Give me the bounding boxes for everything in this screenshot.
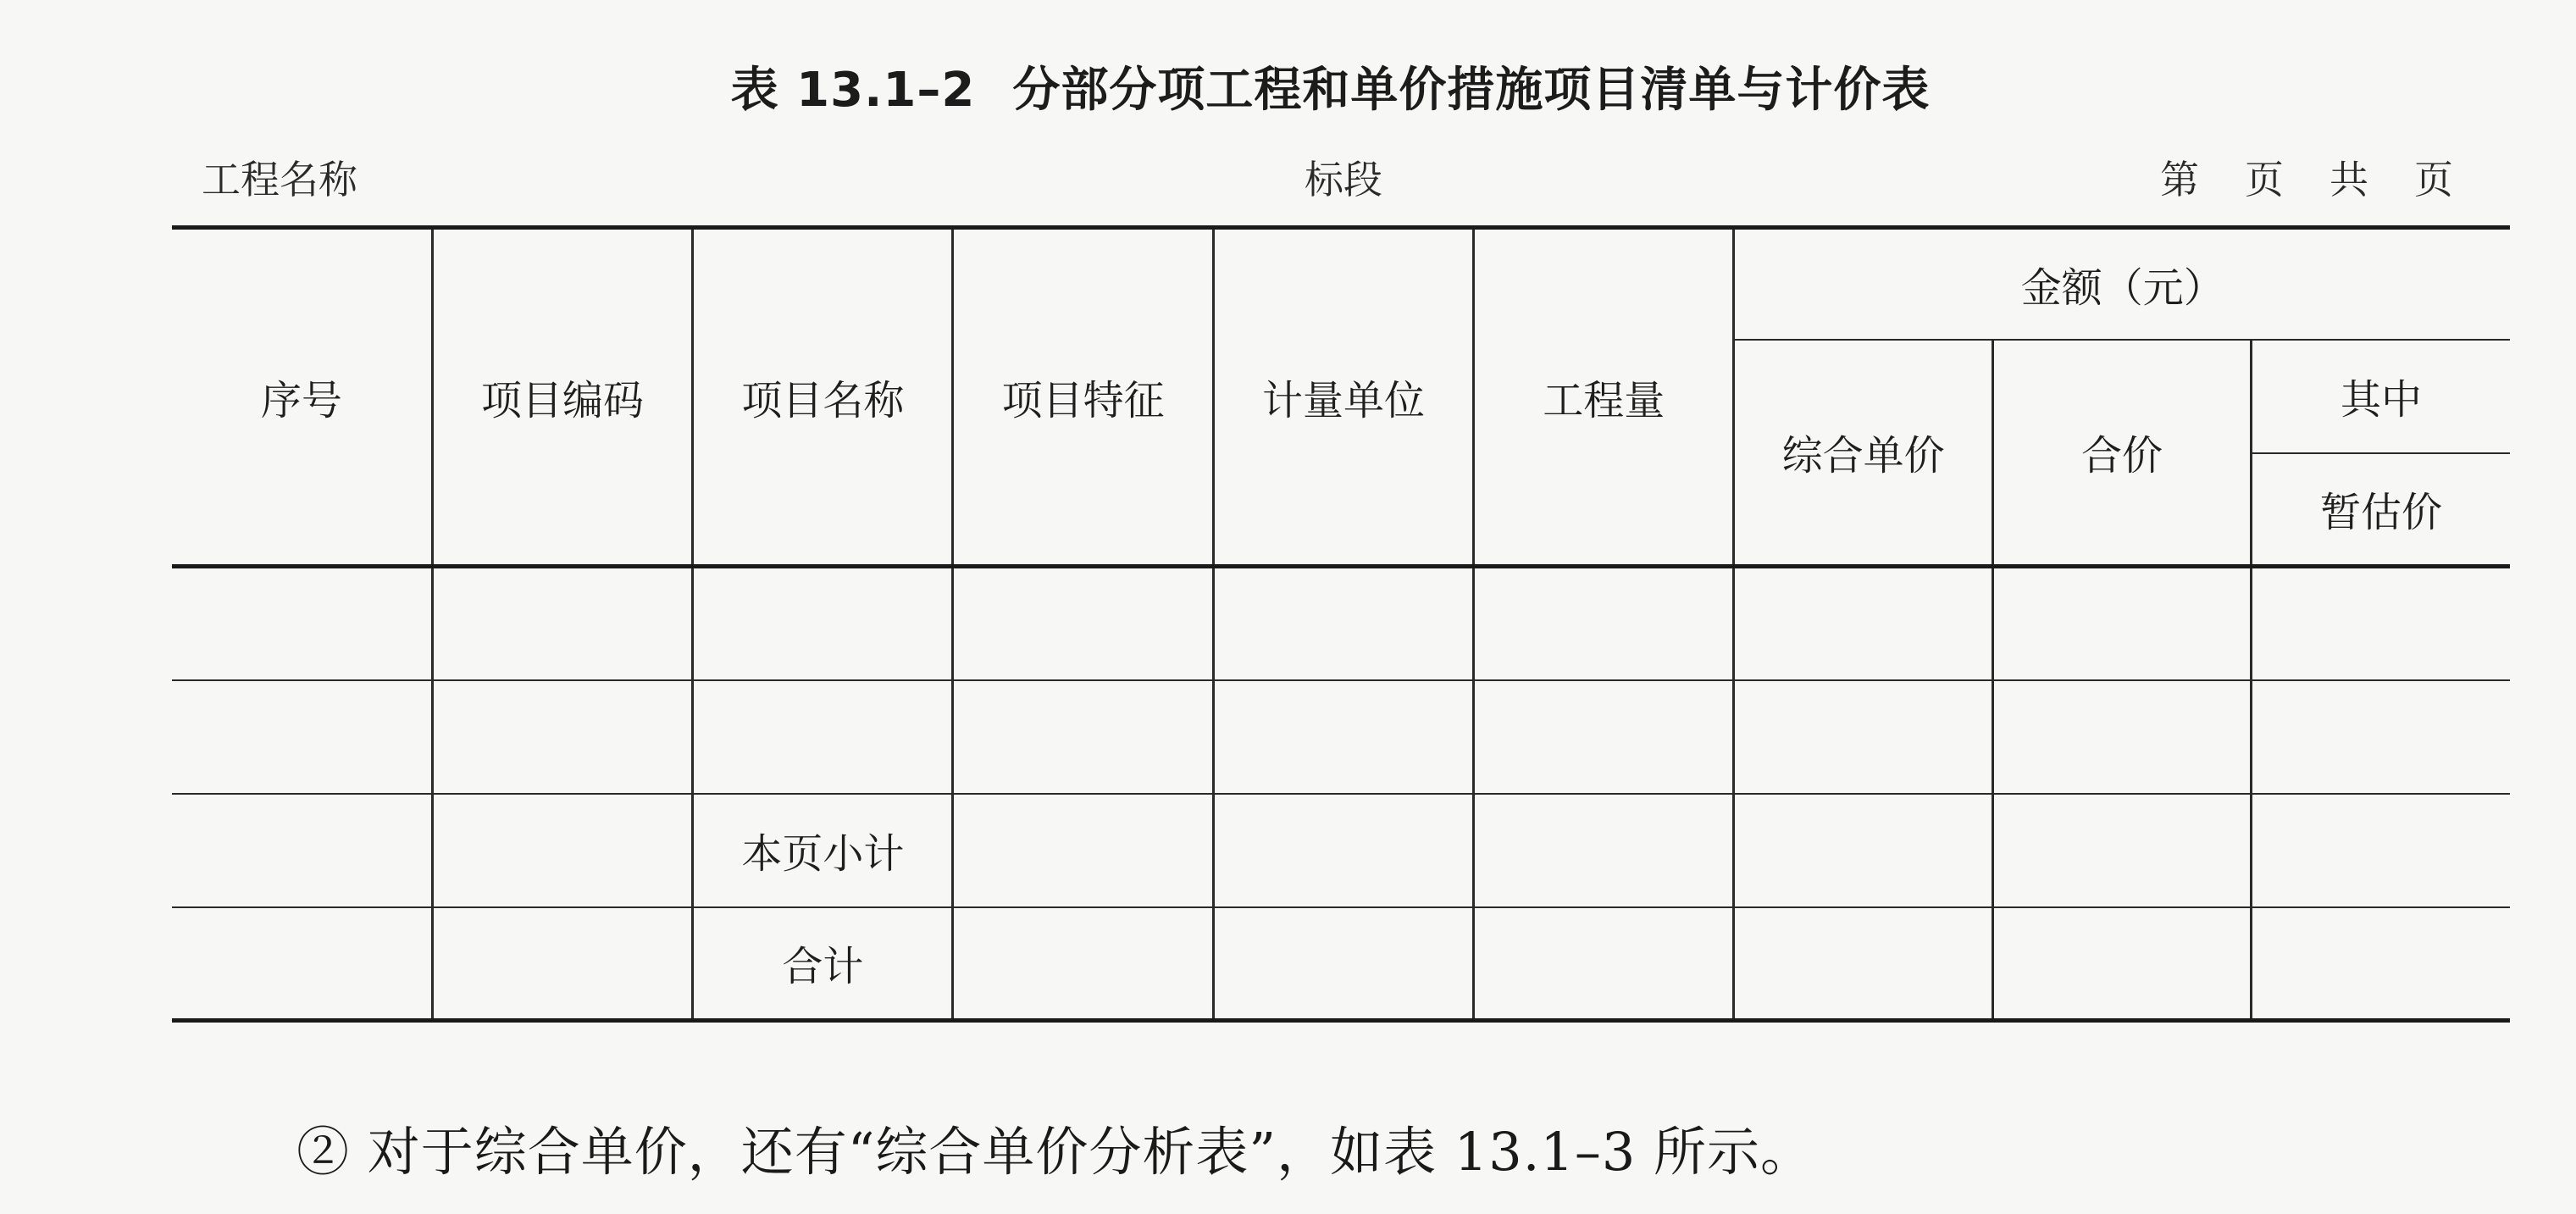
cell (172, 794, 432, 907)
header-unit: 计量单位 (1213, 228, 1473, 567)
cell (1213, 907, 1473, 1021)
cell (2252, 794, 2510, 907)
header-feature: 项目特征 (953, 228, 1213, 567)
table-row (172, 680, 2510, 794)
cell (953, 680, 1213, 794)
cell-name (693, 680, 953, 794)
header-unit-price: 综合单价 (1734, 340, 1992, 567)
table-title-text: 分部分项工程和单价措施项目清单与计价表 (1012, 63, 1931, 118)
cell (432, 794, 692, 907)
cell (1213, 794, 1473, 907)
header-provisional: 暂估价 (2252, 453, 2510, 567)
table-row (172, 567, 2510, 680)
cell (1474, 907, 1734, 1021)
project-name-label: 工程名称 (202, 157, 357, 202)
cell (1474, 680, 1734, 794)
cell (432, 680, 692, 794)
cell (1992, 794, 2251, 907)
cell-name (693, 567, 953, 680)
cell (1213, 680, 1473, 794)
cell (172, 567, 432, 680)
header-total-price: 合价 (1992, 340, 2251, 567)
cell (953, 907, 1213, 1021)
header-code: 项目编码 (432, 228, 692, 567)
cell (1474, 794, 1734, 907)
total-label: 合计 (693, 907, 953, 1021)
cell (1992, 567, 2251, 680)
cell (953, 794, 1213, 907)
cell (2252, 567, 2510, 680)
cell (2252, 907, 2510, 1021)
cell (1734, 680, 1992, 794)
page-word: 页 (2245, 157, 2285, 202)
cell (2252, 680, 2510, 794)
header-amount: 金额（元） (1734, 228, 2510, 340)
header-name: 项目名称 (693, 228, 953, 567)
table-number: 表 13.1–2 (730, 63, 976, 118)
subtotal-label: 本页小计 (693, 794, 953, 907)
cell (1992, 907, 2251, 1021)
cell (1474, 567, 1734, 680)
page-count-label (2160, 149, 2455, 205)
cell (1992, 680, 2251, 794)
page-word: 第 (2160, 157, 2201, 202)
cell (432, 907, 692, 1021)
cell (1734, 794, 1992, 907)
cell (1213, 567, 1473, 680)
cell (953, 567, 1213, 680)
bill-of-quantities-table (172, 225, 2510, 1023)
cell (432, 567, 692, 680)
body-note: ② 对于综合单价，还有“综合单价分析表”，如表 13.1–3 所示。 (296, 1121, 1814, 1183)
cell (1734, 567, 1992, 680)
header-quantity: 工程量 (1474, 228, 1734, 567)
cell (172, 680, 432, 794)
cell (172, 907, 432, 1021)
cell (1734, 907, 1992, 1021)
header-seq: 序号 (172, 228, 432, 567)
page-word: 页 (2414, 157, 2455, 202)
subtotal-row (172, 794, 2510, 907)
header-of-which: 其中 (2252, 340, 2510, 453)
total-row (172, 907, 2510, 1021)
table-title (42, 53, 2576, 120)
page-word: 共 (2329, 157, 2370, 202)
section-label: 标段 (1305, 157, 1382, 202)
